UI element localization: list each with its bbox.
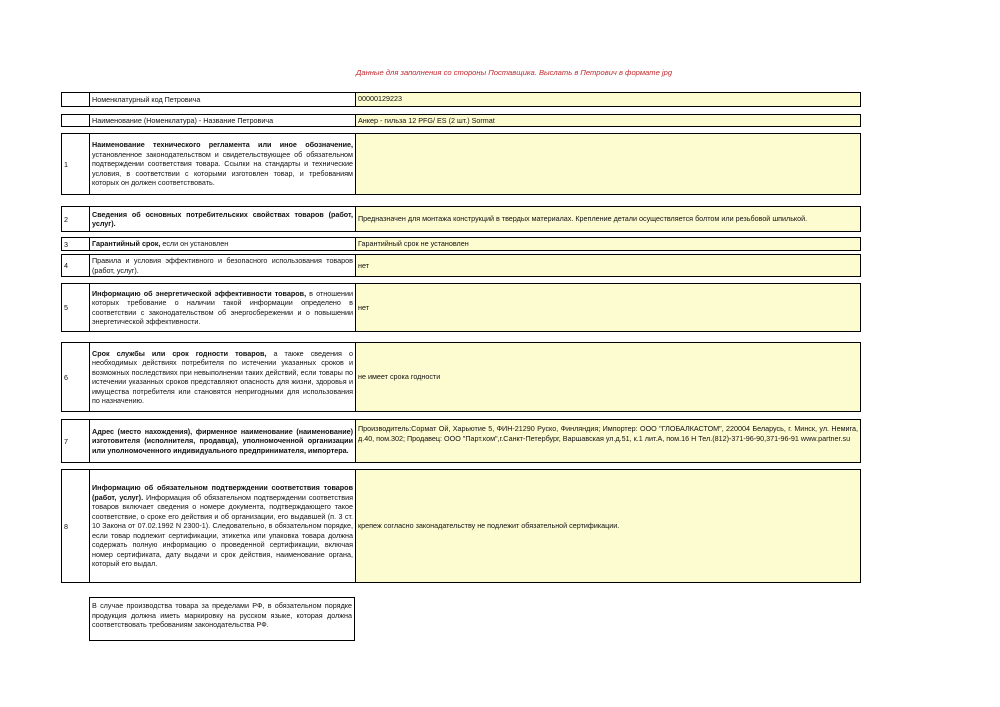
- value-text: Производитель:Сормат Ой, Харьютие 5, ФИН-21290 Руско, Финляндия; Импортер: ООО "ГЛОБАЛКАСТОМ", 220004 Беларусь, г. Минск, ул. Немига, д.40, пом.302; Продавец: ООО "Парт.ком",г.Санкт-Петербург, Варшавская ул.д.51, к.1 лит.А, пом.16 Н Тел.(812)-371-96-90,371-96-91 www.partner.su: [358, 424, 858, 443]
- value-field[interactable]: [356, 343, 860, 411]
- label-rest: если он установлен: [160, 239, 229, 249]
- footnote-box: В случае производства товара за пределами РФ, в обязательном порядке продукция должна иметь маркировку на русском языке, которая должна соответствовать требованиям законодательства РФ.: [89, 597, 355, 641]
- label-rest: Информация об обязательном подтверждении соответствия товаров включает сведения о номере документа, подтверждающего такое соответствие, о сроке его действия и об организации, его выдавшей (п. 3 ст. 10 Закона от 07.02.1992 N 2300-1). Следовательно, в обязательном порядке, если товар подлежит сертификации, этикетка или упаковка товара должна содержать полную информацию о проведенной сертификации, включая номер сертификата, дату выдачи и срок действия, наименование органа, который его выдал.: [92, 492, 353, 569]
- value-text: Предназначен для монтажа конструкций в твердых материалах. Крепление детали осуществляется болтом или резьбовой шпилькой.: [358, 214, 808, 224]
- row-number: 6: [62, 343, 90, 411]
- label-bold: Информацию об энергетической эффективности товаров,: [92, 288, 307, 298]
- value-field[interactable]: [356, 238, 860, 250]
- row-number: 4: [62, 255, 90, 276]
- label-bold: Информацию об обязательном подтверждении соответствия товаров (работ, услуг).: [92, 483, 353, 502]
- label-bold: Сведения об основных потребительских свойствах товаров (работ, услуг).: [92, 209, 353, 228]
- value-field[interactable]: [356, 470, 860, 582]
- row-6-service-life: [61, 342, 861, 412]
- row-nomenclature-code: [61, 92, 861, 107]
- value-text: Гарантийный срок не установлен: [358, 239, 469, 249]
- label-bold: Срок службы или срок годности товаров,: [92, 348, 267, 358]
- label-bold: Наименование технического регламента или иное обозначение,: [92, 140, 353, 150]
- value-text: не имеет срока годности: [358, 372, 441, 382]
- value-field[interactable]: [356, 93, 860, 106]
- label-text: Номенклатурный код Петровича: [92, 94, 201, 104]
- value-field[interactable]: [356, 420, 860, 462]
- row-number: 8: [62, 470, 90, 582]
- value-field[interactable]: [356, 207, 860, 231]
- label-rest: Правила и условия эффективного и безопасного использования товаров (работ, услуг).: [92, 256, 353, 275]
- value-field[interactable]: [356, 255, 860, 276]
- row-label: [90, 343, 356, 411]
- value-text: крепеж согласно законадательству не подлежит обязательной сертификации.: [358, 521, 620, 531]
- row-product-name: [61, 114, 861, 127]
- row-label: [90, 134, 356, 194]
- row-label: [90, 93, 356, 106]
- row-8-certification: [61, 469, 861, 583]
- label-rest: установленное законодательством и свидетельствующее об обязательном подтверждении соответствия товара. Ссылки на стандарты и технические условия, в соответствии с которыми изготовлен товар, и требованиям которых он должен соответствовать.: [92, 149, 353, 188]
- header-note: Данные для заполнения со стороны Поставщика. Выслать в Петрович в формате jpg: [356, 68, 673, 77]
- row-5-energy-efficiency: [61, 283, 861, 332]
- row-label: [90, 255, 356, 276]
- value-field[interactable]: [356, 115, 860, 126]
- label-text: Наименование (Номенклатура) - Название Петровича: [92, 115, 274, 125]
- row-3-warranty: [61, 237, 861, 251]
- value-text: 00000129223: [358, 94, 402, 103]
- row-label: [90, 207, 356, 231]
- value-field[interactable]: [356, 134, 860, 194]
- row-1-technical-regulation: [61, 133, 861, 195]
- row-number: 5: [62, 284, 90, 331]
- row-4-usage-rules: [61, 254, 861, 277]
- row-label: [90, 238, 356, 250]
- row-number: 3: [62, 238, 90, 250]
- label-rest: а также сведения о необходимых действиях потребителя по истечении указанных сроков и возможных последствиях при невыполнении таких действий, если товары по истечении указанных сроков представляют опасность для жизни, здоровья и имущества потребителя или становятся непригодными для использования по назначению.: [92, 348, 353, 405]
- label-rest: в отношении которых требование о наличии такой информации определено в соответствии с законодательством об энергосбережении и о повышении энергетической эффективности.: [92, 288, 353, 326]
- row-label: [90, 284, 356, 331]
- label-bold: Адрес (место нахождения), фирменное наименование (наименование) изготовителя (исполнителя, продавца), уполномоченной организации или уполномоченного индивидуального предпринимателя, импортера.: [92, 426, 353, 455]
- row-number: 2: [62, 207, 90, 231]
- value-text: Анкер - гильза 12 PFG/ ES (2 шт.) Sormat: [358, 115, 495, 125]
- value-text: нет: [358, 302, 370, 312]
- row-number: [62, 93, 90, 106]
- row-number: 7: [62, 420, 90, 462]
- row-label: [90, 115, 356, 126]
- row-number: [62, 115, 90, 126]
- row-2-consumer-properties: [61, 206, 861, 232]
- label-bold: Гарантийный срок,: [92, 239, 161, 249]
- value-text: нет: [358, 260, 370, 270]
- row-label: [90, 470, 356, 582]
- row-number: 1: [62, 134, 90, 194]
- value-field[interactable]: [356, 284, 860, 331]
- row-7-manufacturer-address: [61, 419, 861, 463]
- row-label: [90, 420, 356, 462]
